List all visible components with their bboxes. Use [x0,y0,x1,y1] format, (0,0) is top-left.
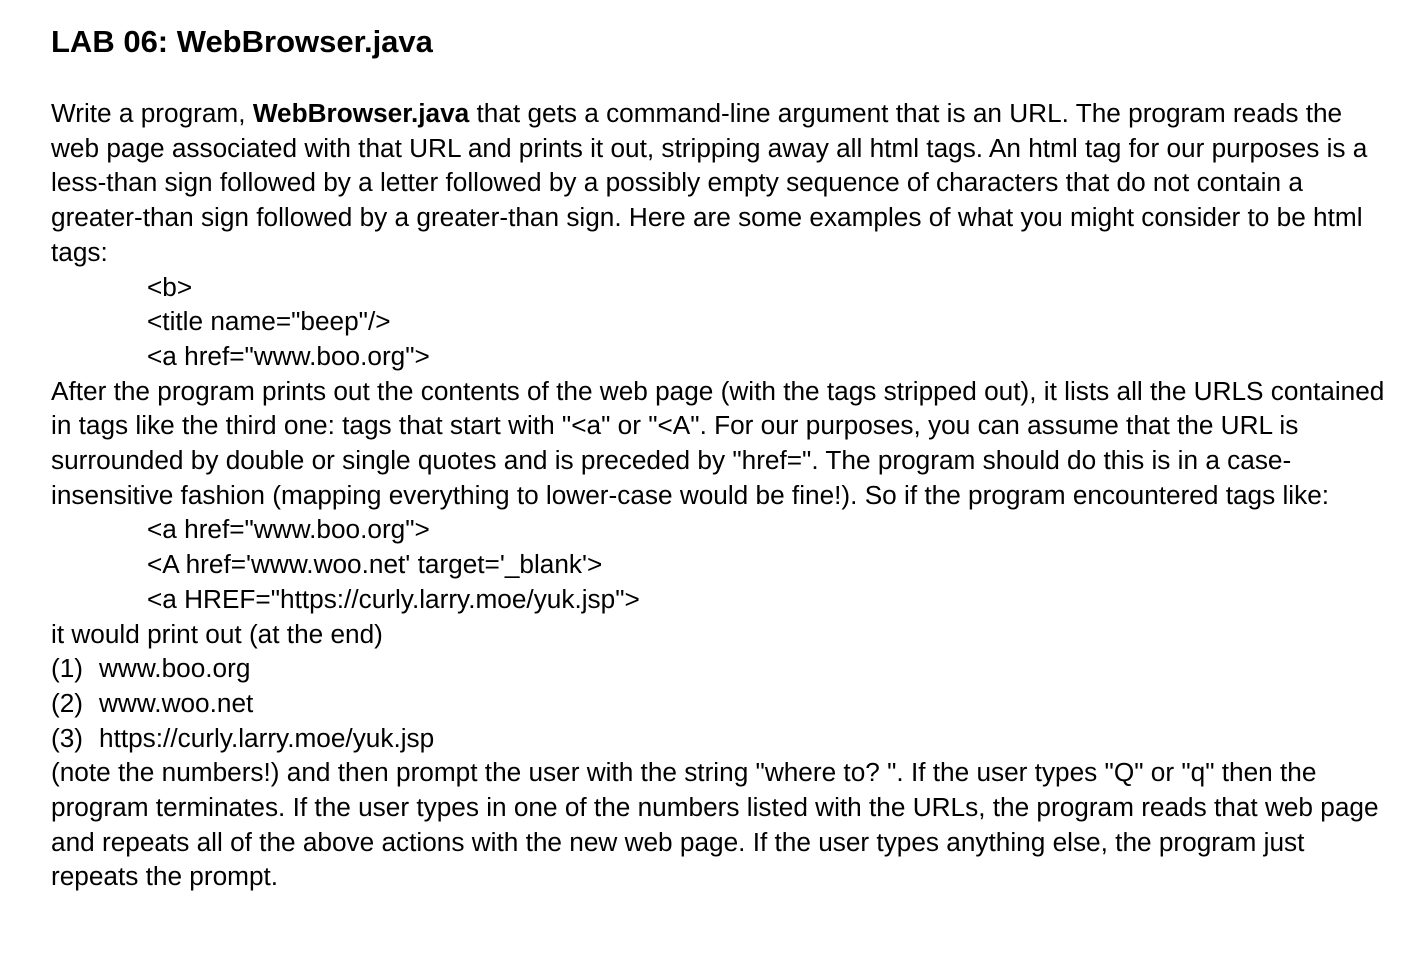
list-number: (3) [51,722,84,753]
program-name: WebBrowser.java [252,98,470,128]
anchor-example: <a href="www.boo.org"> [147,514,430,545]
anchor-example: <a HREF="https://curly.larry.moe/yuk.jsp"> [147,583,640,614]
middle-paragraph: After the program prints out the contents of the web page (with the tags stripped out), it lists all the URLS contained in tags like the third one: tags that start with "<a" or "<A". For our purposes, you can assume that the URL is surrounded by double or single quotes and is preceded by "href=". The program should do this is in a case-insensitive fashion (mapping everything to lower-case would be fine!). So if the program encountered tags like: [51,375,1385,510]
tag-example: <title name="beep"/> [147,306,391,337]
list-url: www.boo.org [99,653,251,684]
list-number: (1) [51,653,84,684]
list-url: www.woo.net [99,687,254,718]
anchor-example: <A href='www.woo.net' target='_blank'> [147,549,603,580]
anchor-examples [51,512,1396,616]
lab-document [51,22,1396,894]
url-list-item [51,651,1396,686]
intro-text-before: Write a program, [51,98,253,128]
url-list-item [51,721,1396,756]
tag-examples [51,270,1396,374]
output-intro: it would print out (at the end) [51,618,383,649]
list-url: https://curly.larry.moe/yuk.jsp [99,722,435,753]
intro-text-after: that gets a command-line argument that is an URL. The program reads the web page associated with that URL and prints it out, stripping away all html tags. An html tag for our purposes is a less-than sign followed by a letter followed by a possibly empty sequence of characters that do not contain a greater-than sign followed by a greater-than sign. Here are some examples of what you might consider to be html tags: [51,98,1368,267]
tag-example: <a href="www.boo.org"> [147,340,430,371]
document-body [51,96,1396,894]
url-list [51,651,1396,755]
tag-example: <b> [147,271,193,302]
page-title: LAB 06: WebBrowser.java [51,24,433,59]
closing-paragraph: (note the numbers!) and then prompt the user with the string "where to? ". If the user types "Q" or "q" then the program terminates. If the user types in one of the numbers listed with the URLs, the program reads that web page and repeats all of the above actions with the new web page. If the user types anything else, the program just repeats the prompt. [51,757,1379,892]
intro-paragraph [51,96,1396,270]
url-list-item [51,686,1396,721]
list-number: (2) [51,687,84,718]
